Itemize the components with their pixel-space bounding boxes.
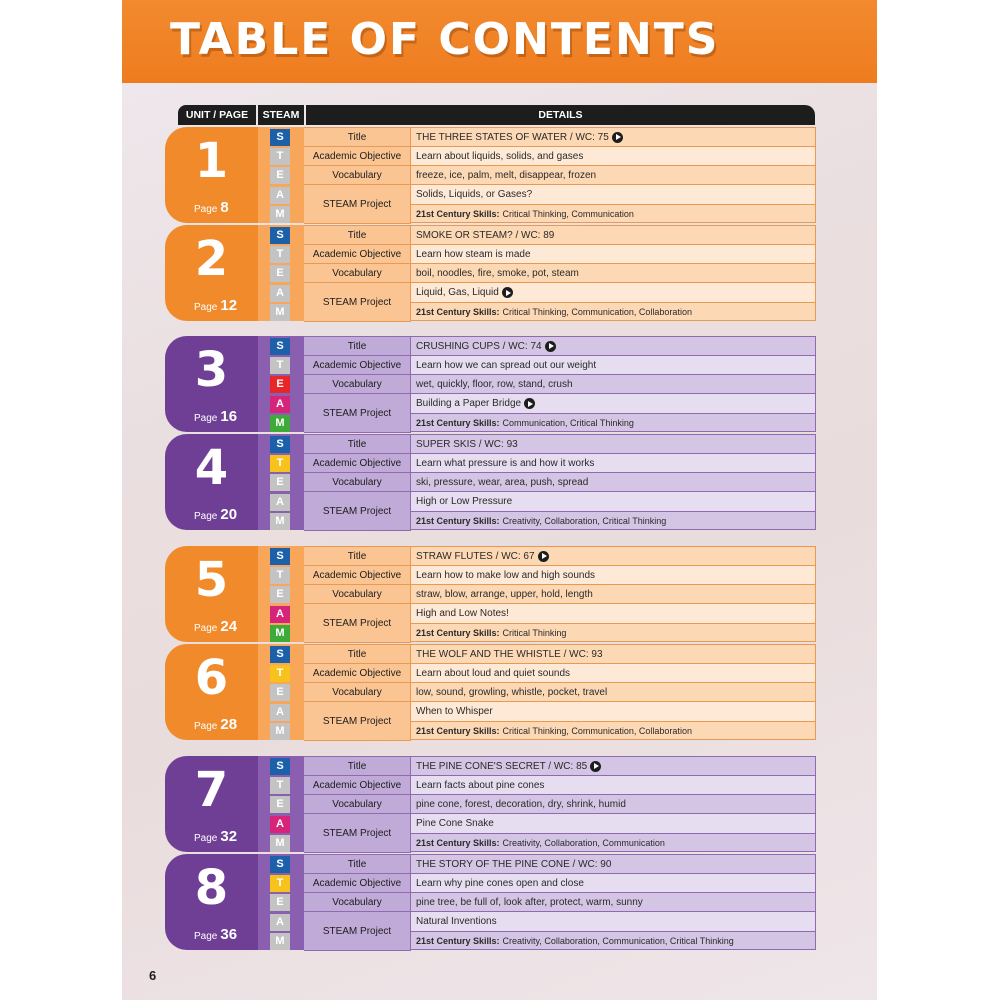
row-value-title (412, 547, 816, 565)
unit-page-number: 28 (220, 716, 238, 733)
row-text: Learn how steam is made (416, 248, 531, 260)
steam-letter-t: T (270, 665, 290, 682)
row-value-title (412, 128, 816, 146)
unit-page-label: Page 24 (194, 618, 238, 635)
header-steam: STEAM (258, 105, 304, 125)
row-title (304, 225, 816, 244)
row-value-objective (412, 664, 816, 682)
unit-page-number: 12 (220, 297, 238, 314)
unit-badge (165, 756, 258, 852)
steam-letter-t: T (270, 148, 290, 165)
steam-letter-e: E (270, 586, 290, 603)
steam-letter-t: T (270, 246, 290, 263)
unit-page-number: 16 (220, 408, 238, 425)
skills-prefix: 21st Century Skills: (416, 935, 500, 946)
row-label-objective: Academic Objective (304, 356, 411, 374)
row-text: STRAW FLUTES / WC: 67 (416, 550, 535, 562)
row-objective (304, 244, 816, 263)
header-details: DETAILS (306, 105, 815, 125)
row-title (304, 127, 816, 146)
row-label-title: Title (304, 435, 411, 453)
row-label-title: Title (304, 855, 411, 873)
unit-number: 7 (194, 762, 229, 818)
row-value-objective (412, 874, 816, 892)
row-vocabulary (304, 472, 816, 491)
row-label-title: Title (304, 645, 411, 663)
skills-prefix: 21st Century Skills: (416, 837, 500, 848)
header-unit-page: UNIT / PAGE (178, 105, 256, 125)
play-video-icon[interactable] (524, 398, 535, 409)
row-label-objective: Academic Objective (304, 664, 411, 682)
row-value-skills (412, 205, 816, 222)
steam-letter-t: T (270, 455, 290, 472)
row-objective (304, 663, 816, 682)
row-text: Learn how to make low and high sounds (416, 569, 596, 581)
row-project (304, 184, 816, 210)
skills-prefix: 21st Century Skills: (416, 627, 500, 638)
row-text: pine cone, forest, decoration, dry, shrink, humid (416, 798, 626, 810)
skills-prefix: 21st Century Skills: (416, 515, 500, 526)
row-value-objective (412, 776, 816, 794)
row-value-title (412, 337, 816, 355)
row-text: Building a Paper Bridge (416, 398, 522, 409)
steam-letter-a: A (270, 914, 290, 931)
steam-column (258, 434, 304, 530)
steam-letter-a: A (270, 606, 290, 623)
steam-letter-m: M (270, 625, 290, 642)
steam-column (258, 854, 304, 950)
row-label-objective: Academic Objective (304, 454, 411, 472)
row-value-objective (412, 566, 816, 584)
steam-letter-s: S (270, 436, 290, 453)
steam-column (258, 127, 304, 223)
row-objective (304, 355, 816, 374)
page-title: TABLE OF CONTENTS (170, 14, 720, 65)
page-number: 6 (149, 968, 157, 983)
row-title (304, 336, 816, 355)
row-label-vocabulary: Vocabulary (304, 473, 411, 491)
unit-number: 3 (194, 342, 229, 398)
row-value-project (412, 283, 816, 302)
skills-list: Critical Thinking (502, 627, 567, 638)
steam-column (258, 644, 304, 740)
steam-letter-t: T (270, 875, 290, 892)
unit-number: 1 (194, 133, 229, 189)
row-objective (304, 453, 816, 472)
steam-letter-e: E (270, 265, 290, 282)
row-value-skills (412, 624, 816, 641)
row-value-vocabulary (412, 166, 816, 184)
row-value-project (412, 604, 816, 623)
row-label-project: STEAM Project (304, 492, 411, 531)
unit-page-label: Page 32 (194, 828, 238, 845)
row-label-vocabulary: Vocabulary (304, 795, 411, 813)
unit-page-label: Page 16 (194, 408, 238, 425)
row-label-objective: Academic Objective (304, 874, 411, 892)
steam-letter-t: T (270, 357, 290, 374)
row-project (304, 911, 816, 937)
row-label-objective: Academic Objective (304, 245, 411, 263)
unit-number: 8 (194, 860, 229, 916)
row-value-title (412, 757, 816, 775)
row-label-vocabulary: Vocabulary (304, 264, 411, 282)
row-title (304, 546, 816, 565)
row-value-skills (412, 414, 816, 431)
unit-number: 2 (194, 231, 229, 287)
row-value-project (412, 185, 816, 204)
row-value-title (412, 435, 816, 453)
row-text: SMOKE OR STEAM? / WC: 89 (416, 229, 555, 241)
row-value-objective (412, 454, 816, 472)
row-label-objective: Academic Objective (304, 566, 411, 584)
row-text: Solids, Liquids, or Gases? (416, 189, 533, 200)
row-text: Liquid, Gas, Liquid (416, 287, 499, 298)
row-label-title: Title (304, 547, 411, 565)
row-project (304, 603, 816, 629)
unit-page-number: 20 (220, 506, 238, 523)
row-project (304, 282, 816, 308)
steam-column (258, 336, 304, 432)
row-value-skills (412, 512, 816, 529)
unit-number: 5 (194, 552, 229, 608)
play-video-icon[interactable] (502, 287, 513, 298)
row-vocabulary (304, 374, 816, 393)
unit-page-label: Page 20 (194, 506, 238, 523)
row-text: low, sound, growling, whistle, pocket, travel (416, 686, 608, 698)
row-text: ski, pressure, wear, area, push, spread (416, 476, 589, 488)
unit-number: 6 (194, 650, 229, 706)
row-label-objective: Academic Objective (304, 147, 411, 165)
skills-list: Critical Thinking, Communication (502, 208, 634, 219)
row-label-project: STEAM Project (304, 185, 411, 224)
play-video-icon[interactable] (545, 341, 556, 352)
row-value-vocabulary (412, 473, 816, 491)
skills-prefix: 21st Century Skills: (416, 725, 500, 736)
play-video-icon[interactable] (538, 551, 549, 562)
row-label-objective: Academic Objective (304, 776, 411, 794)
unit-badge (165, 127, 258, 223)
row-text: boil, noodles, fire, smoke, pot, steam (416, 267, 579, 279)
row-label-vocabulary: Vocabulary (304, 893, 411, 911)
steam-letter-e: E (270, 474, 290, 491)
steam-letter-a: A (270, 187, 290, 204)
row-text: THE PINE CONE'S SECRET / WC: 85 (416, 760, 588, 772)
steam-letter-a: A (270, 494, 290, 511)
row-value-project (412, 394, 816, 413)
row-value-skills (412, 303, 816, 320)
row-value-vocabulary (412, 795, 816, 813)
steam-letter-t: T (270, 567, 290, 584)
steam-letter-m: M (270, 513, 290, 530)
row-label-title: Title (304, 226, 411, 244)
unit-badge (165, 854, 258, 950)
row-value-vocabulary (412, 893, 816, 911)
row-value-project (412, 702, 816, 721)
row-text: High and Low Notes! (416, 608, 509, 619)
row-text: Learn how we can spread out our weight (416, 359, 597, 371)
row-text: Learn why pine cones open and close (416, 877, 584, 889)
row-label-vocabulary: Vocabulary (304, 683, 411, 701)
steam-letter-m: M (270, 835, 290, 852)
row-label-title: Title (304, 337, 411, 355)
row-text: Learn facts about pine cones (416, 779, 545, 791)
play-video-icon[interactable] (590, 761, 601, 772)
unit-page-label: Page 28 (194, 716, 238, 733)
steam-letter-m: M (270, 206, 290, 223)
row-label-project: STEAM Project (304, 283, 411, 322)
row-text: Learn about loud and quiet sounds (416, 667, 571, 679)
steam-letter-m: M (270, 304, 290, 321)
unit-badge (165, 225, 258, 321)
skills-prefix: 21st Century Skills: (416, 208, 500, 219)
row-objective (304, 873, 816, 892)
row-text: CRUSHING CUPS / WC: 74 (416, 340, 542, 352)
steam-letter-e: E (270, 796, 290, 813)
steam-letter-s: S (270, 758, 290, 775)
row-text: SUPER SKIS / WC: 93 (416, 438, 518, 450)
steam-letter-m: M (270, 415, 290, 432)
steam-letter-s: S (270, 129, 290, 146)
row-vocabulary (304, 682, 816, 701)
unit-page-number: 32 (220, 828, 238, 845)
row-title (304, 854, 816, 873)
unit-page-label: Page 8 (194, 199, 229, 216)
row-text: Natural Inventions (416, 916, 497, 927)
steam-letter-e: E (270, 684, 290, 701)
row-label-project: STEAM Project (304, 604, 411, 643)
row-value-skills (412, 932, 816, 949)
row-text: Pine Cone Snake (416, 818, 494, 829)
row-objective (304, 146, 816, 165)
unit-badge (165, 336, 258, 432)
unit-page-number: 8 (220, 199, 229, 216)
unit-badge (165, 546, 258, 642)
row-value-vocabulary (412, 585, 816, 603)
row-value-project (412, 814, 816, 833)
skills-list: Creativity, Collaboration, Communication, Critical Thinking (502, 935, 734, 946)
row-value-vocabulary (412, 375, 816, 393)
row-text: Learn about liquids, solids, and gases (416, 150, 584, 162)
steam-letter-t: T (270, 777, 290, 794)
row-text: pine tree, be full of, look after, protect, warm, sunny (416, 896, 643, 908)
row-text: THE STORY OF THE PINE CONE / WC: 90 (416, 858, 612, 870)
skills-prefix: 21st Century Skills: (416, 306, 500, 317)
row-project (304, 701, 816, 727)
row-text: straw, blow, arrange, upper, hold, length (416, 588, 593, 600)
row-label-project: STEAM Project (304, 814, 411, 853)
steam-letter-s: S (270, 646, 290, 663)
unit-page-number: 36 (220, 926, 238, 943)
row-value-objective (412, 356, 816, 374)
skills-list: Critical Thinking, Communication, Collaboration (502, 725, 692, 736)
row-value-skills (412, 722, 816, 739)
play-video-icon[interactable] (612, 132, 623, 143)
row-title (304, 644, 816, 663)
skills-prefix: 21st Century Skills: (416, 417, 500, 428)
unit-badge (165, 644, 258, 740)
row-vocabulary (304, 794, 816, 813)
steam-letter-m: M (270, 933, 290, 950)
row-label-vocabulary: Vocabulary (304, 585, 411, 603)
row-value-objective (412, 147, 816, 165)
row-value-title (412, 645, 816, 663)
skills-list: Creativity, Collaboration, Communication (502, 837, 665, 848)
row-text: When to Whisper (416, 706, 493, 717)
row-vocabulary (304, 263, 816, 282)
unit-page-label: Page 12 (194, 297, 238, 314)
row-label-project: STEAM Project (304, 394, 411, 433)
steam-letter-a: A (270, 285, 290, 302)
row-value-skills (412, 834, 816, 851)
row-value-vocabulary (412, 264, 816, 282)
unit-page-number: 24 (220, 618, 238, 635)
skills-list: Communication, Critical Thinking (502, 417, 634, 428)
row-label-project: STEAM Project (304, 912, 411, 951)
steam-letter-a: A (270, 704, 290, 721)
steam-letter-s: S (270, 338, 290, 355)
row-vocabulary (304, 584, 816, 603)
skills-list: Creativity, Collaboration, Critical Thinking (502, 515, 667, 526)
row-text: freeze, ice, palm, melt, disappear, frozen (416, 169, 597, 181)
steam-letter-s: S (270, 227, 290, 244)
unit-number: 4 (194, 440, 229, 496)
steam-letter-e: E (270, 376, 290, 393)
steam-column (258, 756, 304, 852)
row-label-vocabulary: Vocabulary (304, 166, 411, 184)
row-value-title (412, 855, 816, 873)
row-text: THE THREE STATES OF WATER / WC: 75 (416, 131, 609, 143)
skills-list: Critical Thinking, Communication, Collaboration (502, 306, 692, 317)
steam-letter-a: A (270, 396, 290, 413)
row-label-title: Title (304, 757, 411, 775)
row-project (304, 813, 816, 839)
steam-letter-s: S (270, 548, 290, 565)
row-project (304, 393, 816, 419)
row-label-title: Title (304, 128, 411, 146)
steam-letter-m: M (270, 723, 290, 740)
unit-page-label: Page 36 (194, 926, 238, 943)
row-value-project (412, 492, 816, 511)
row-text: wet, quickly, floor, row, stand, crush (416, 378, 573, 390)
row-title (304, 434, 816, 453)
row-text: High or Low Pressure (416, 496, 513, 507)
toc-page (122, 0, 877, 1000)
row-value-project (412, 912, 816, 931)
unit-badge (165, 434, 258, 530)
row-vocabulary (304, 892, 816, 911)
title-banner (122, 0, 877, 83)
row-text: THE WOLF AND THE WHISTLE / WC: 93 (416, 648, 603, 660)
steam-column (258, 546, 304, 642)
row-value-vocabulary (412, 683, 816, 701)
row-value-title (412, 226, 816, 244)
row-text: Learn what pressure is and how it works (416, 457, 595, 469)
steam-column (258, 225, 304, 321)
steam-letter-e: E (270, 894, 290, 911)
row-label-vocabulary: Vocabulary (304, 375, 411, 393)
row-label-project: STEAM Project (304, 702, 411, 741)
row-value-objective (412, 245, 816, 263)
steam-letter-a: A (270, 816, 290, 833)
row-vocabulary (304, 165, 816, 184)
steam-letter-e: E (270, 167, 290, 184)
row-objective (304, 565, 816, 584)
row-project (304, 491, 816, 517)
row-objective (304, 775, 816, 794)
steam-letter-s: S (270, 856, 290, 873)
row-title (304, 756, 816, 775)
